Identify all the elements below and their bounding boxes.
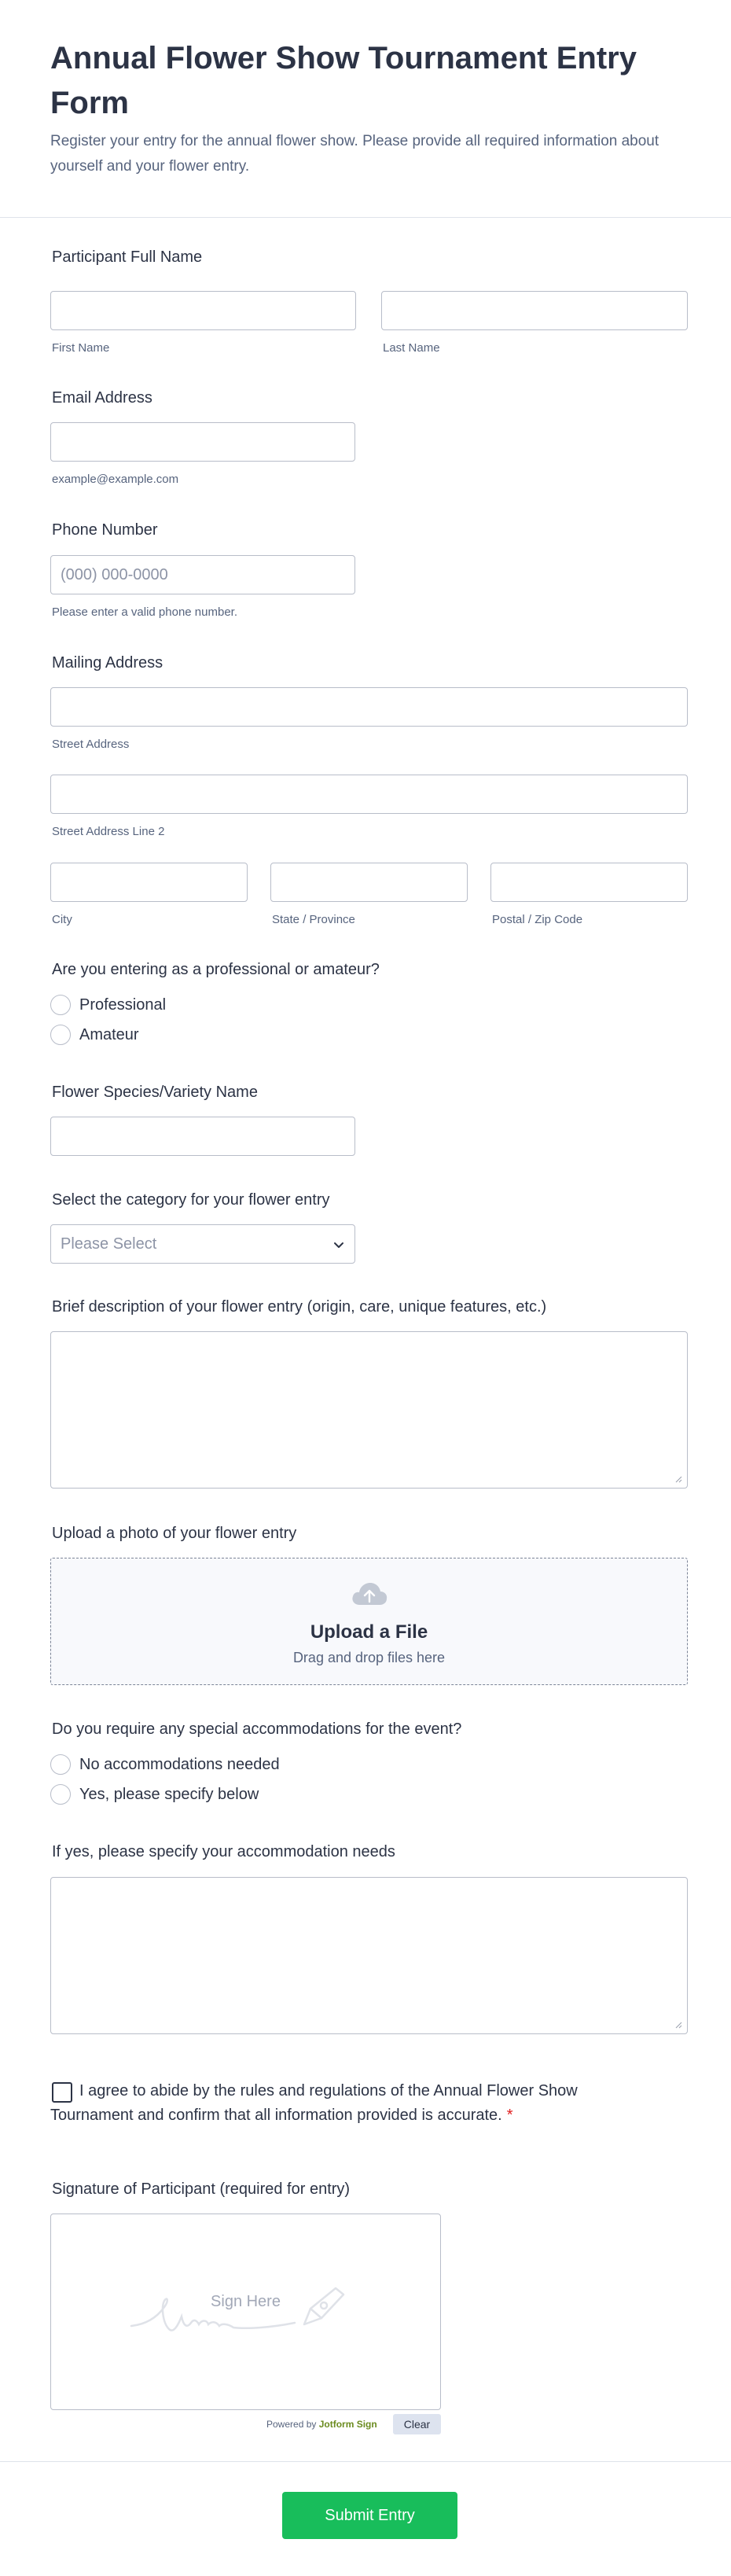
description-label: Brief description of your flower entry (origin, care, unique features, etc.) bbox=[52, 1298, 547, 1316]
species-input[interactable] bbox=[50, 1117, 355, 1156]
upload-subtitle: Drag and drop files here bbox=[292, 1650, 446, 1665]
street-address-sublabel: Street Address bbox=[52, 738, 130, 751]
signature-pad[interactable] bbox=[50, 2214, 441, 2410]
state-input[interactable] bbox=[270, 863, 468, 902]
last-name-input[interactable] bbox=[381, 291, 688, 330]
resize-grip-icon[interactable] bbox=[674, 1475, 682, 1483]
radio-label: No accommodations needed bbox=[79, 1755, 280, 1773]
radio-no-accommodations[interactable] bbox=[50, 1754, 280, 1776]
radio-label: Yes, please specify below bbox=[79, 1785, 259, 1803]
category-label: Select the category for your flower entry bbox=[52, 1191, 330, 1209]
required-asterisk: * bbox=[506, 2107, 513, 2124]
city-sublabel: City bbox=[52, 913, 72, 926]
form-subtitle: Register your entry for the annual flower show. Please provide all required information about yourself and your flower entry. bbox=[50, 133, 659, 175]
email-sublabel: example@example.com bbox=[52, 473, 179, 486]
radio-circle[interactable] bbox=[50, 1784, 71, 1805]
chevron-down-icon bbox=[332, 1238, 345, 1251]
submit-button[interactable]: Submit Entry bbox=[282, 2492, 457, 2539]
signature-label: Signature of Participant (required for entry) bbox=[52, 2180, 351, 2198]
form-header bbox=[0, 0, 731, 218]
address-label: Mailing Address bbox=[52, 654, 163, 672]
powered-by bbox=[266, 2419, 377, 2430]
radio-circle[interactable] bbox=[50, 995, 71, 1015]
email-label: Email Address bbox=[52, 389, 152, 407]
zip-sublabel: Postal / Zip Code bbox=[492, 913, 583, 926]
species-label: Flower Species/Variety Name bbox=[52, 1084, 258, 1101]
radio-amateur[interactable] bbox=[50, 1024, 139, 1046]
street-address-line2-input[interactable] bbox=[50, 775, 688, 814]
upload-title: Upload a File bbox=[310, 1621, 428, 1643]
phone-sublabel: Please enter a valid phone number. bbox=[52, 605, 237, 619]
accommodations-label: Do you require any special accommodations for the event? bbox=[52, 1720, 462, 1738]
last-name-sublabel: Last Name bbox=[383, 341, 440, 355]
city-input[interactable] bbox=[50, 863, 248, 902]
accommodation-needs-label: If yes, please specify your accommodation needs bbox=[52, 1843, 395, 1860]
clear-signature-button[interactable]: Clear bbox=[393, 2414, 441, 2434]
category-selected-value: Please Select bbox=[61, 1235, 157, 1253]
file-upload-dropzone[interactable] bbox=[50, 1558, 688, 1685]
first-name-input[interactable] bbox=[50, 291, 356, 330]
zip-input[interactable] bbox=[490, 863, 688, 902]
first-name-sublabel: First Name bbox=[52, 341, 110, 355]
full-name-label: Participant Full Name bbox=[52, 248, 203, 266]
jotform-sign-brand[interactable]: Jotform Sign bbox=[318, 2419, 377, 2430]
radio-label: Amateur bbox=[79, 1025, 139, 1043]
powered-by-text: Powered by bbox=[266, 2419, 317, 2430]
description-textarea[interactable] bbox=[50, 1331, 688, 1489]
form-title: Annual Flower Show Tournament Entry Form bbox=[50, 41, 637, 120]
radio-circle[interactable] bbox=[50, 1025, 71, 1045]
radio-circle[interactable] bbox=[50, 1754, 71, 1775]
upload-label: Upload a photo of your flower entry bbox=[52, 1525, 297, 1542]
phone-label: Phone Number bbox=[52, 521, 158, 539]
category-select[interactable] bbox=[50, 1224, 355, 1264]
street-address-input[interactable] bbox=[50, 687, 688, 727]
phone-input[interactable] bbox=[50, 555, 355, 594]
cloud-upload-icon bbox=[350, 1578, 389, 1610]
radio-professional[interactable] bbox=[50, 994, 166, 1016]
terms-label bbox=[50, 2079, 648, 2128]
entrant-type-label: Are you entering as a professional or amateur? bbox=[52, 961, 380, 978]
terms-text: I agree to abide by the rules and regulations of the Annual Flower Show Tournament and confirm that all information provided is accurate. bbox=[50, 2082, 578, 2124]
street-address-line2-sublabel: Street Address Line 2 bbox=[52, 825, 165, 838]
radio-label: Professional bbox=[79, 995, 167, 1014]
state-sublabel: State / Province bbox=[272, 913, 355, 926]
signature-placeholder: Sign Here bbox=[211, 2293, 281, 2310]
radio-yes-accommodations[interactable] bbox=[50, 1783, 259, 1805]
resize-grip-icon[interactable] bbox=[674, 2021, 682, 2029]
accommodation-needs-textarea[interactable] bbox=[50, 1877, 688, 2034]
email-input[interactable] bbox=[50, 422, 355, 462]
